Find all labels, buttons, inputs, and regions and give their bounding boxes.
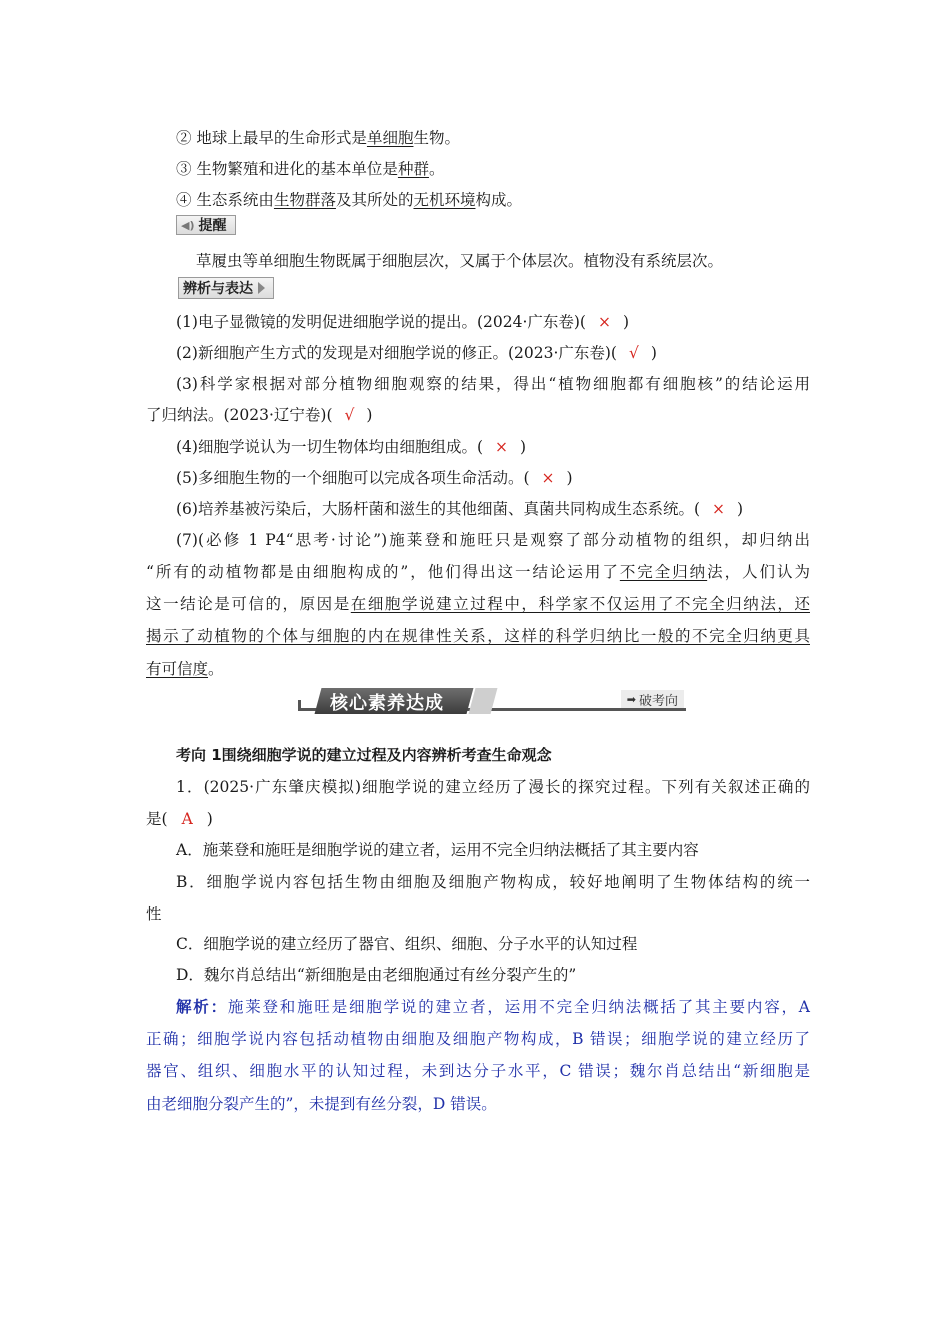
analysis-label: 解析： <box>176 997 228 1016</box>
q7-line3: 这一结论是可信的，原因是在细胞学说建立过程中，科学家不仅运用了不完全归纳法，还 <box>146 595 810 613</box>
answer-mark: × <box>712 500 726 518</box>
topic-heading: 考向 1围绕细胞学说的建立过程及内容辨析考查生命观念 <box>176 746 552 764</box>
banner-title: 核心素养达成 <box>330 693 444 714</box>
intro-item-2: ② 地球上最早的生命形式是单细胞生物。 <box>176 129 460 147</box>
analysis-line4: 由老细胞分裂产生的”，未提到有丝分裂，D 错误。 <box>146 1095 497 1113</box>
intro-item-3: ③ 生物繁殖和进化的基本单位是种群。 <box>176 160 445 178</box>
answer-mark: × <box>597 313 611 331</box>
speaker-icon: ◀) <box>181 218 195 232</box>
answer-mark: A <box>181 810 193 828</box>
judgement-item: (6)培养基被污染后，大肠杆菌和滋生的其他细菌、真菌共同构成生态系统。( × ) <box>176 500 744 518</box>
blank-answer: 在细胞学说建立过程中，科学家不仅运用了不完全归纳法，还 <box>350 595 810 613</box>
judgement-item: (1)电子显微镜的发明促进细胞学说的提出。(2024·广东卷)( × ) <box>176 313 630 331</box>
arrow-right-icon: ➡ <box>626 692 636 706</box>
option-c: C．细胞学说的建立经历了器官、组织、细胞、分子水平的认知过程 <box>176 935 638 953</box>
judgement-item: (5)多细胞生物的一个细胞可以完成各项生命活动。( × ) <box>176 469 573 487</box>
banner-subtitle: ➡ 破考向 <box>621 690 684 708</box>
judgement-item-line2: 了归纳法。(2023·辽宁卷)( √ ) <box>146 406 373 424</box>
option-a: A．施莱登和施旺是细胞学说的建立者，运用不完全归纳法概括了其主要内容 <box>176 841 699 859</box>
blank-answer: 生物群落 <box>273 191 336 209</box>
section-tag: 辨析与表达 <box>178 277 274 299</box>
answer-mark: × <box>541 469 555 487</box>
section-banner <box>298 686 686 718</box>
judgement-item-line1: (3)科学家根据对部分植物细胞观察的结果，得出“植物细胞都有细胞核”的结论运用 <box>176 375 810 393</box>
judgement-item: (2)新细胞产生方式的发现是对细胞学说的修正。(2023·广东卷)( √ ) <box>176 344 657 362</box>
tip-tag: ◀) 提醒 <box>176 215 236 235</box>
q7-line2: “所有的动植物都是由细胞构成的”，他们得出这一结论运用了不完全归纳法，人们认为 <box>146 563 810 581</box>
judgement-item: (4)细胞学说认为一切生物体均由细胞组成。( × ) <box>176 438 527 456</box>
blank-answer: 不完全归纳 <box>619 563 708 581</box>
tip-text: 草履虫等单细胞生物既属于细胞层次，又属于个体层次。植物没有系统层次。 <box>196 252 724 270</box>
q7-line5: 有可信度。 <box>146 660 224 678</box>
analysis-line2: 正确；细胞学说内容包括动植物由细胞及细胞产物构成，B 错误；细胞学说的建立经历了 <box>146 1030 810 1048</box>
banner-rule-start <box>298 700 301 711</box>
blank-answer: 有可信度 <box>146 660 209 678</box>
q7-line1: (7)(必修 1 P4“思考·讨论”)施莱登和施旺只是观察了部分动植物的组织，却归纳出 <box>176 531 810 549</box>
blank-answer: 种群 <box>397 160 429 178</box>
intro-item-4: ④ 生态系统由生物群落及其所处的无机环境构成。 <box>176 191 522 209</box>
analysis-line1: 解析：施莱登和施旺是细胞学说的建立者，运用不完全归纳法概括了其主要内容，A <box>176 997 810 1016</box>
q7-line4: 揭示了动植物的个体与细胞的内在规律性关系，这样的科学归纳比一般的不完全归纳更具 <box>146 627 810 645</box>
question-stem-line1: 1．(2025·广东肇庆模拟)细胞学说的建立经历了漫长的探究过程。下列有关叙述正确的 <box>176 778 810 796</box>
option-b-cont: 性 <box>146 905 162 923</box>
answer-mark: √ <box>628 344 639 362</box>
answer-mark: √ <box>344 406 355 424</box>
triangle-icon <box>258 282 265 294</box>
blank-answer: 单细胞 <box>366 129 414 147</box>
blank-answer: 无机环境 <box>413 191 476 209</box>
question-stem-line2: 是( A ) <box>146 810 213 828</box>
option-d: D．魏尔肖总结出“新细胞是由老细胞通过有丝分裂产生的” <box>176 966 577 984</box>
analysis-line3: 器官、组织、细胞水平的认知过程，未到达分子水平，C 错误；魏尔肖总结出“新细胞是 <box>146 1062 810 1080</box>
answer-mark: × <box>495 438 509 456</box>
option-b: B．细胞学说内容包括生物由细胞及细胞产物构成，较好地阐明了生物体结构的统一 <box>176 873 810 891</box>
